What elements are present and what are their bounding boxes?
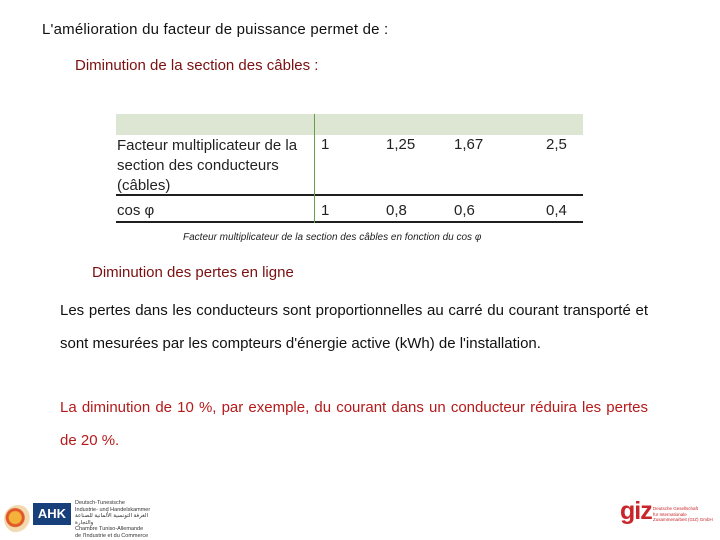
ahk-line: الغرفة التونسية الألمانية للصناعة والتجارة — [75, 513, 148, 526]
giz-line: für Internationale — [653, 511, 687, 517]
table-caption: Facteur multiplicateur de la section des câbles en fonction du cos φ — [183, 232, 482, 243]
table-cell: 0,4 — [546, 202, 567, 219]
sun-icon — [4, 505, 32, 533]
section-title-cable: Diminution de la section des câbles : — [75, 57, 319, 74]
intro-text: L'amélioration du facteur de puissance permet de : — [42, 21, 389, 38]
table-cell: 0,6 — [454, 202, 475, 219]
giz-caption — [653, 506, 717, 523]
giz-line: Deutsche Gesellschaft — [653, 506, 699, 511]
table-row-label-factor: Facteur multiplicateur de la section des conducteurs (câbles) — [117, 137, 298, 194]
table-column-divider — [314, 114, 315, 223]
table-rule — [116, 221, 583, 223]
table-cell: 1 — [321, 202, 330, 219]
ahk-line: de l'Industrie et du Commerce — [75, 532, 149, 539]
giz-wordmark: giz — [620, 497, 652, 525]
table-cell: 0,8 — [386, 202, 407, 219]
paragraph-example: La diminution de 10 %, par exemple, du courant dans un conducteur réduira les pertes de 20 %. — [60, 399, 648, 449]
table-cell: 1,25 — [386, 136, 416, 153]
giz-logo — [618, 497, 718, 533]
paragraph-losses: Les pertes dans les conducteurs sont proportionnelles au carré du courant transporté et sont mesurées par les compteurs d'énergie active (kWh) de l'installation. — [60, 302, 648, 352]
ahk-caption — [75, 500, 161, 539]
section-title-losses: Diminution des pertes en ligne — [92, 264, 294, 281]
factor-table — [116, 114, 583, 223]
ahk-wordmark: AHK — [33, 503, 71, 525]
table-row-label-cosphi: cos φ — [117, 202, 155, 219]
ahk-logo — [2, 499, 162, 538]
table-header-band — [116, 114, 583, 135]
ahk-line: Industrie- und Handelskammer — [75, 506, 151, 513]
table-cell: 1,67 — [454, 136, 484, 153]
ahk-line: Chambre Tuniso-Allemande — [75, 526, 144, 532]
ahk-line: Deutsch-Tunesische — [75, 500, 125, 506]
table-cell: 1 — [321, 136, 330, 153]
giz-line: Zusammenarbeit (GIZ) GmbH — [653, 517, 713, 522]
table-cell: 2,5 — [546, 136, 567, 153]
